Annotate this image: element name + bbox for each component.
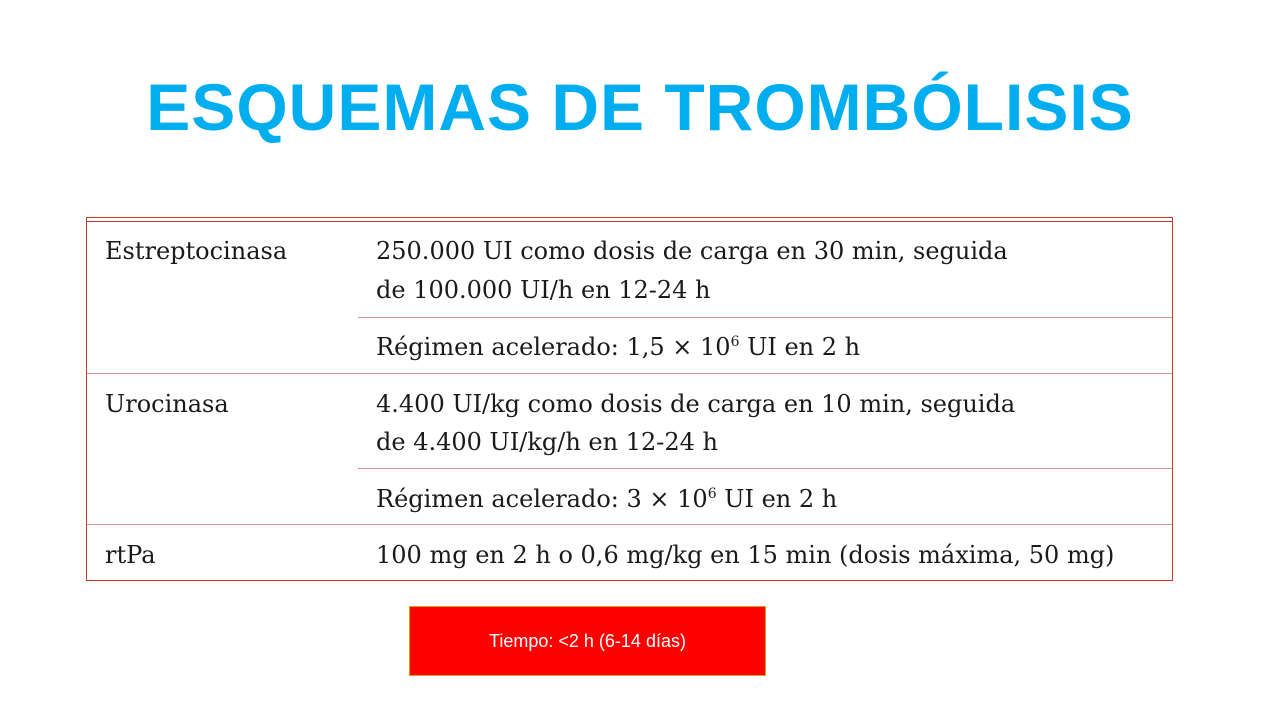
drug-name-urocinasa: Urocinasa — [105, 390, 229, 418]
table-top-rule — [87, 221, 1172, 222]
regimen-text: 100 mg en 2 h o 0,6 mg/kg en 15 min (dosis máxima, 50 mg) — [376, 541, 1115, 569]
exponent: 6 — [730, 334, 740, 350]
regimen-accelerated — [376, 480, 837, 518]
row-divider — [358, 317, 1172, 318]
thrombolysis-table — [86, 217, 1173, 581]
regimen-text: de 4.400 UI/kg/h en 12-24 h — [376, 428, 718, 456]
drug-name-rtpa: rtPa — [105, 541, 156, 569]
row-divider — [87, 524, 1172, 525]
regimen-text: UI en 2 h — [739, 333, 861, 361]
regimen-text: 4.400 UI/kg como dosis de carga en 10 min, seguida — [376, 390, 1016, 418]
regimen-accelerated — [376, 328, 860, 366]
regimen-text: UI en 2 h — [716, 485, 838, 513]
regimen-text: 250.000 UI como dosis de carga en 30 min, seguida — [376, 237, 1008, 265]
row-divider — [87, 373, 1172, 374]
row-divider — [358, 468, 1172, 469]
regimen-text: de 100.000 UI/h en 12-24 h — [376, 276, 711, 304]
exponent: 6 — [707, 486, 717, 502]
regimen-text: Régimen acelerado: 1,5 × 10 — [376, 333, 731, 361]
time-note-text: Tiempo: <2 h (6-14 días) — [489, 630, 686, 651]
drug-name-estreptocinasa: Estreptocinasa — [105, 237, 288, 265]
time-note-box — [409, 606, 766, 676]
regimen-text: Régimen acelerado: 3 × 10 — [376, 485, 708, 513]
page-title: ESQUEMAS DE TROMBÓLISIS — [146, 70, 1134, 144]
